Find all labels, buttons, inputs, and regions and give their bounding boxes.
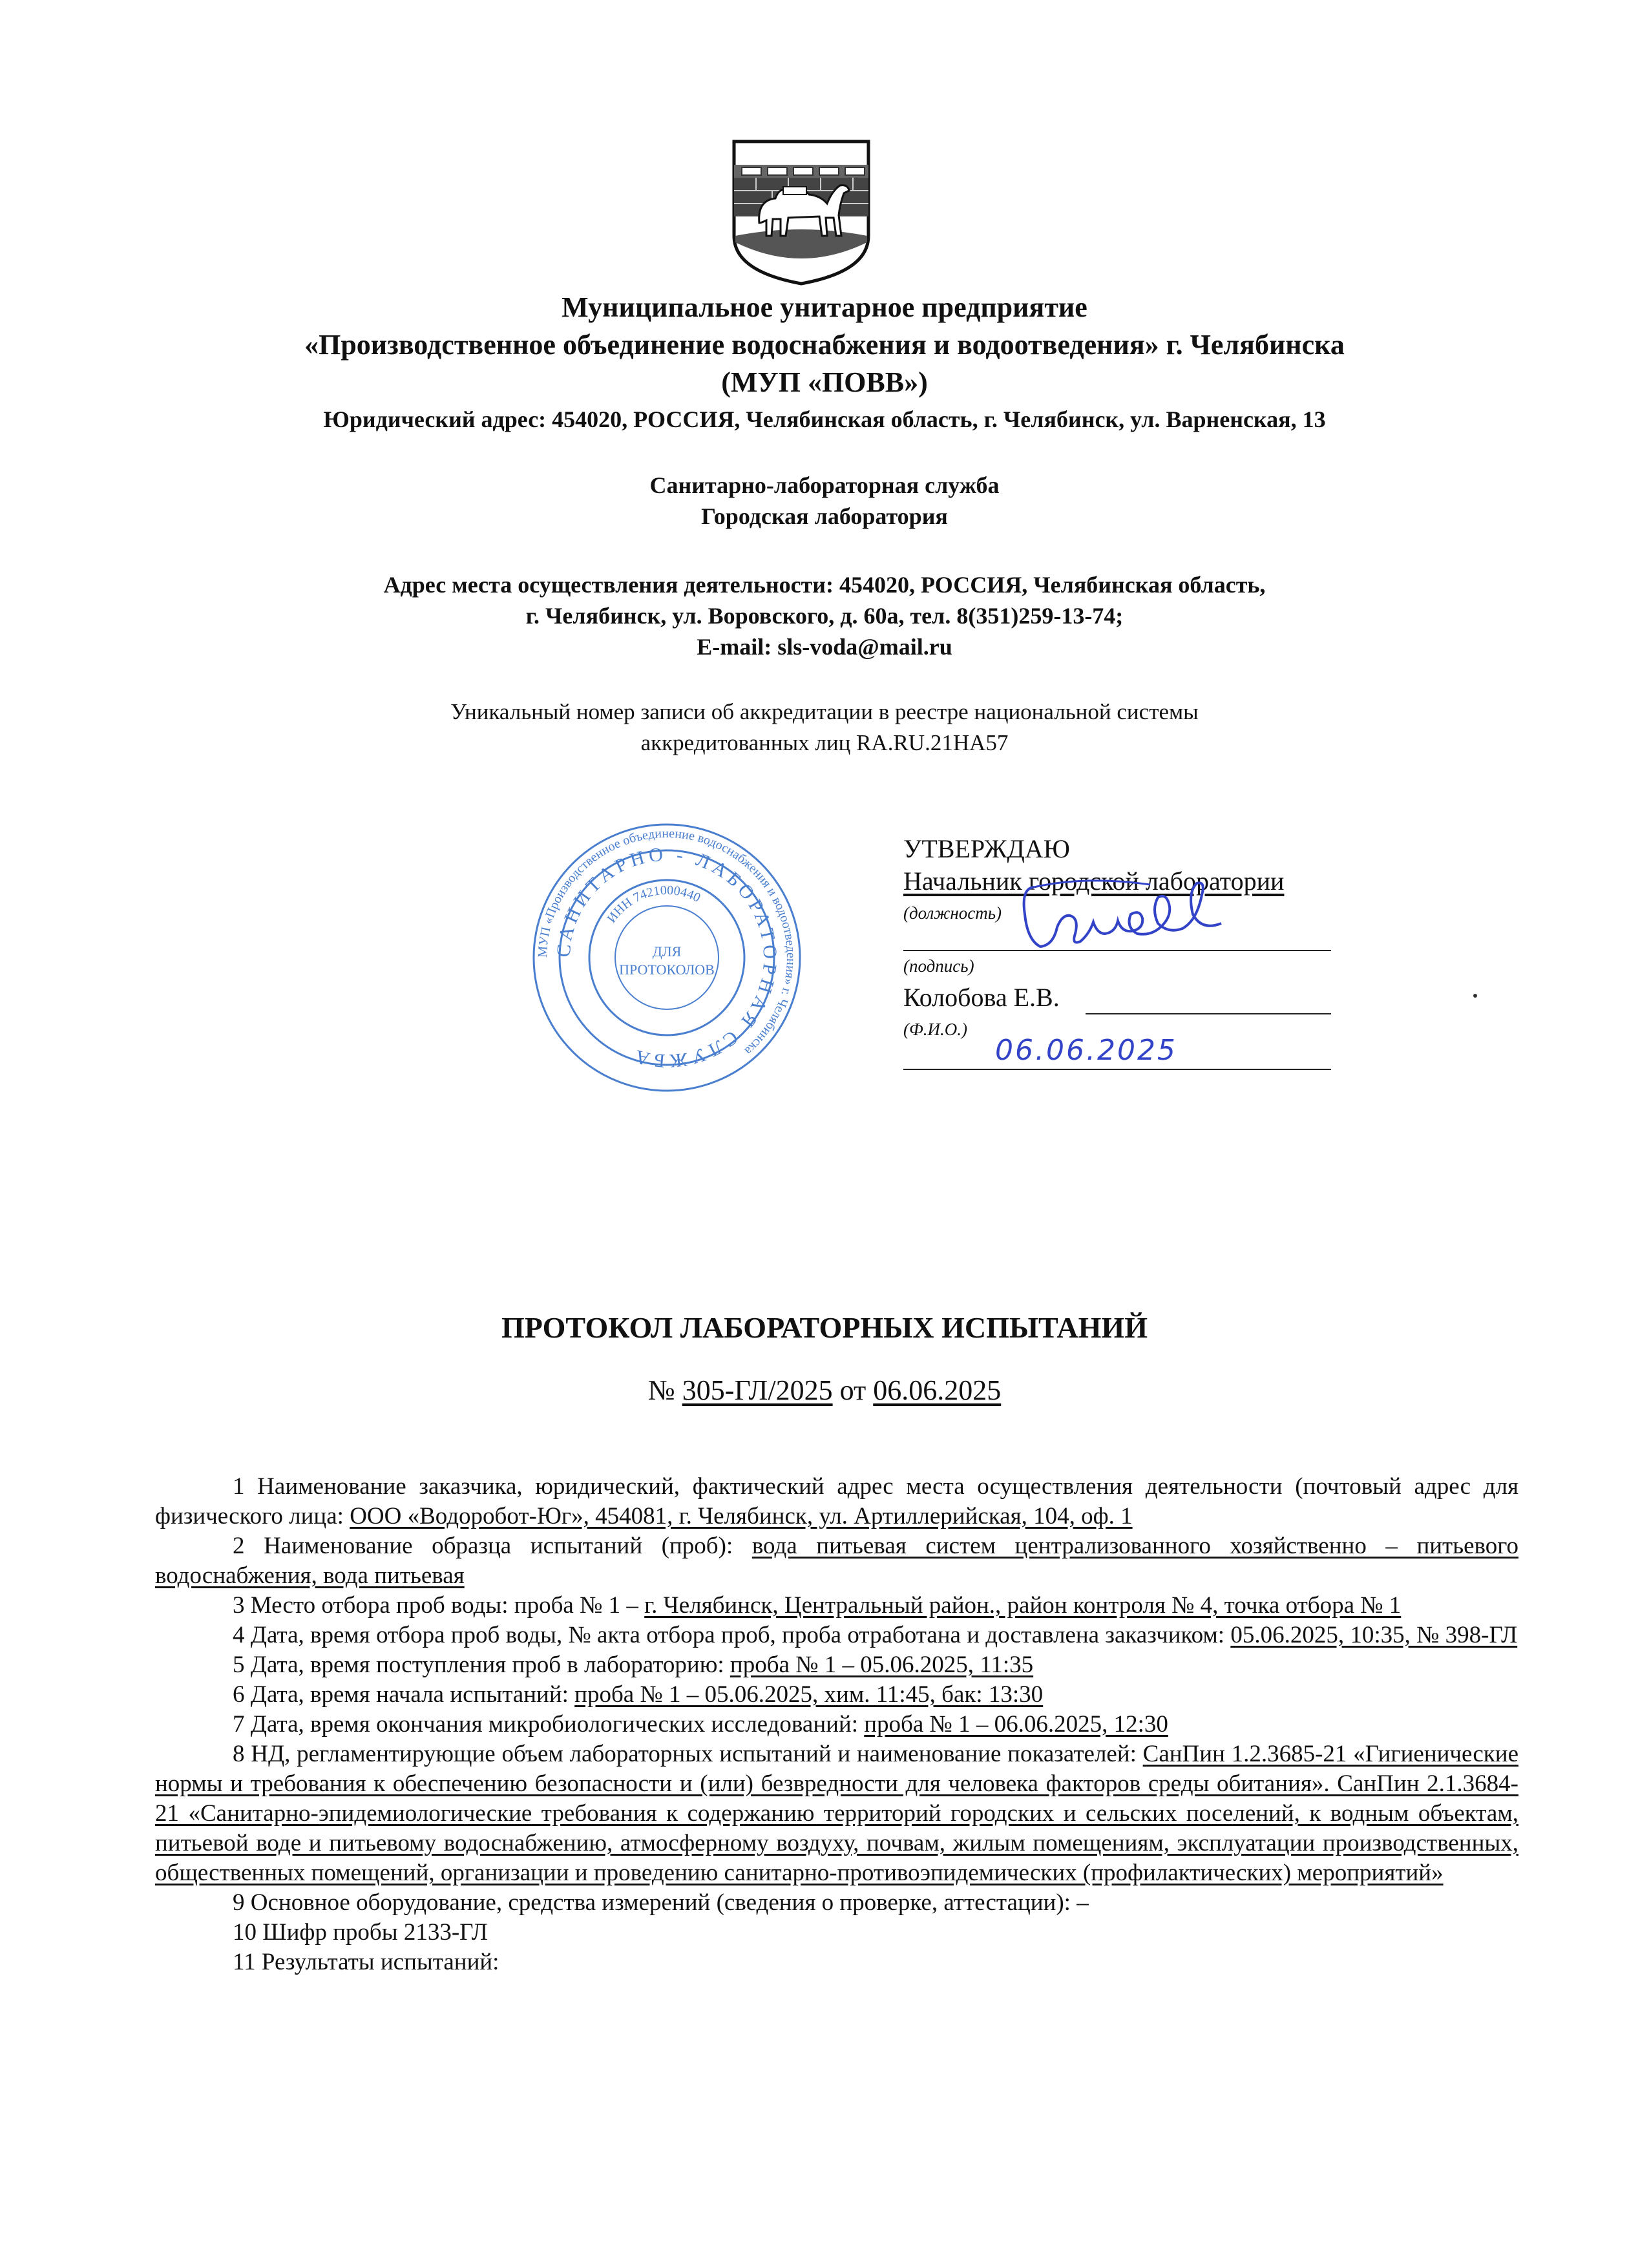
name-caption: (Ф.И.О.) (903, 1020, 967, 1039)
handwritten-date: 06.06.2025 (995, 1034, 1177, 1067)
date-line (903, 1069, 1331, 1070)
item-1 (155, 1472, 1518, 1531)
org-name-line1: Муниципальное унитарное предприятие (562, 291, 1087, 323)
legal-address: Юридический адрес: 454020, РОССИЯ, Челябинская область, г. Челябинск, ул. Варненская, 13 (323, 406, 1326, 432)
org-name-abbr: (МУП «ПОВВ») (721, 366, 928, 398)
item-8-value: СанПин 1.2.3685-21 «Гигиенические нормы и требования к обеспечению безопасности и (или) безвредности для человека факторов среды обитания». СанПин 2.1.3684-21 «Санитарно-эпидемиологические требования к содержанию территорий городских и сельских поселений, к водным объектам, питьевой воде и питьевому водоснабжению, атмосферному воздуху, почвам, жилым помещениям, эксплуатации производственных, общественных помещений, организации и проведению санитарно-противоэпидемических (профилактических) мероприятий» (155, 1741, 1518, 1886)
item-4-value: 05.06.2025, 10:35, № 398-ГЛ (1230, 1622, 1518, 1648)
handwritten-signature (1008, 869, 1228, 960)
item-6-value: проба № 1 – 05.06.2025, хим. 11:45, бак: 13:30 (574, 1681, 1044, 1708)
stamp-inn: ИНН 7421000440 (604, 883, 703, 926)
approver-name: Колобова Е.В. (903, 983, 1060, 1012)
item-5-value: проба № 1 – 05.06.2025, 11:35 (730, 1652, 1034, 1678)
item-3 (155, 1591, 1518, 1621)
approver-position: Начальник городской лаборатории (903, 866, 1285, 896)
speck (1473, 994, 1477, 998)
activity-address-line1: Адрес места осуществления деятельности: 454020, РОССИЯ, Челябинская область, (383, 572, 1266, 598)
item-2 (155, 1531, 1518, 1591)
item-11: 11 Результаты испытаний: (233, 1949, 499, 1975)
accreditation-line1: Уникальный номер записи об аккредитации в реестре национальной системы (450, 699, 1199, 724)
number-prefix: № (647, 1374, 682, 1406)
approve-label: УТВЕРЖДАЮ (903, 834, 1070, 863)
stamp-inner-text: САНИТАРНО - ЛАБОРАТОРНАЯ СЛУЖБА (552, 843, 781, 1072)
coat-of-arms-logo (730, 139, 872, 286)
item-7 (155, 1710, 1518, 1739)
email: E-mail: sls-voda@mail.ru (697, 634, 952, 660)
item-1-value: ООО «Водоробот-Юг», 454081, г. Челябинск, ул. Артиллерийская, 104, оф. 1 (350, 1503, 1133, 1529)
protocol-date: 06.06.2025 (873, 1374, 1002, 1406)
stamp-outer-text: МУП «Производственное объединение водоснабжения и водоотведения» г. Челябинска (535, 826, 799, 1058)
activity-address-line2: г. Челябинск, ул. Воровского, д. 60а, тел. 8(351)259-13-74; (525, 603, 1124, 629)
item-3-value: г. Челябинск, Центральный район., район контроля № 4, точка отбора № 1 (644, 1592, 1402, 1619)
accreditation-line2: аккредитованных лиц RA.RU.21НА57 (640, 730, 1009, 755)
item-2-label: 2 Наименование образца испытаний (проб): (233, 1533, 752, 1559)
signature-caption: (подпись) (903, 956, 974, 976)
lab-name: Городская лаборатория (701, 503, 948, 529)
stamp-center-2: ПРОТОКОЛОВ (619, 961, 715, 978)
item-5-label: 5 Дата, время поступления проб в лабораторию: (233, 1652, 730, 1678)
lab-stamp (531, 822, 803, 1093)
stamp-center-1: ДЛЯ (652, 943, 682, 960)
item-5 (155, 1650, 1518, 1680)
item-3-label: 3 Место отбора проб воды: проба № 1 – (233, 1592, 645, 1619)
item-4 (155, 1621, 1518, 1650)
protocol-number-line (0, 1374, 1649, 1407)
svg-text:ИНН 7421000440 (604, 883, 702, 925)
service-name: Санитарно-лабораторная служба (649, 472, 1000, 498)
item-10: 10 Шифр пробы 2133-ГЛ (233, 1919, 488, 1946)
protocol-number: 305-ГЛ/2025 (682, 1374, 833, 1406)
protocol-body (155, 1472, 1518, 1977)
item-1-label: 1 Наименование заказчика, юридический, фактический адрес места осуществления деятельности (почтовый адрес для физического лица: (155, 1473, 1518, 1529)
item-2-value: вода питьевая систем централизованного хозяйственно – питьевого водоснабжения, вода питьевая (155, 1533, 1518, 1589)
item-7-label: 7 Дата, время окончания микробиологических исследований: (233, 1711, 865, 1738)
item-6-label: 6 Дата, время начала испытаний: (233, 1681, 575, 1708)
protocol-title: ПРОТОКОЛ ЛАБОРАТОРНЫХ ИСПЫТАНИЙ (501, 1311, 1148, 1344)
name-line (1086, 1013, 1331, 1014)
position-caption: (должность) (903, 903, 1002, 923)
date-prefix: от (832, 1374, 874, 1406)
item-6 (155, 1680, 1518, 1710)
org-name-line2: «Производственное объединение водоснабжения и водоотведения» г. Челябинска (304, 329, 1345, 361)
item-9: 9 Основное оборудование, средства измерений (сведения о проверке, аттестации): – (233, 1889, 1089, 1916)
item-8 (155, 1739, 1518, 1888)
item-7-value: проба № 1 – 06.06.2025, 12:30 (864, 1711, 1168, 1738)
item-8-label: 8 НД, регламентирующие объем лабораторных испытаний и наименование показателей: (233, 1741, 1143, 1767)
item-4-label: 4 Дата, время отбора проб воды, № акта отбора проб, проба отработана и доставлена заказчиком: (233, 1622, 1231, 1648)
